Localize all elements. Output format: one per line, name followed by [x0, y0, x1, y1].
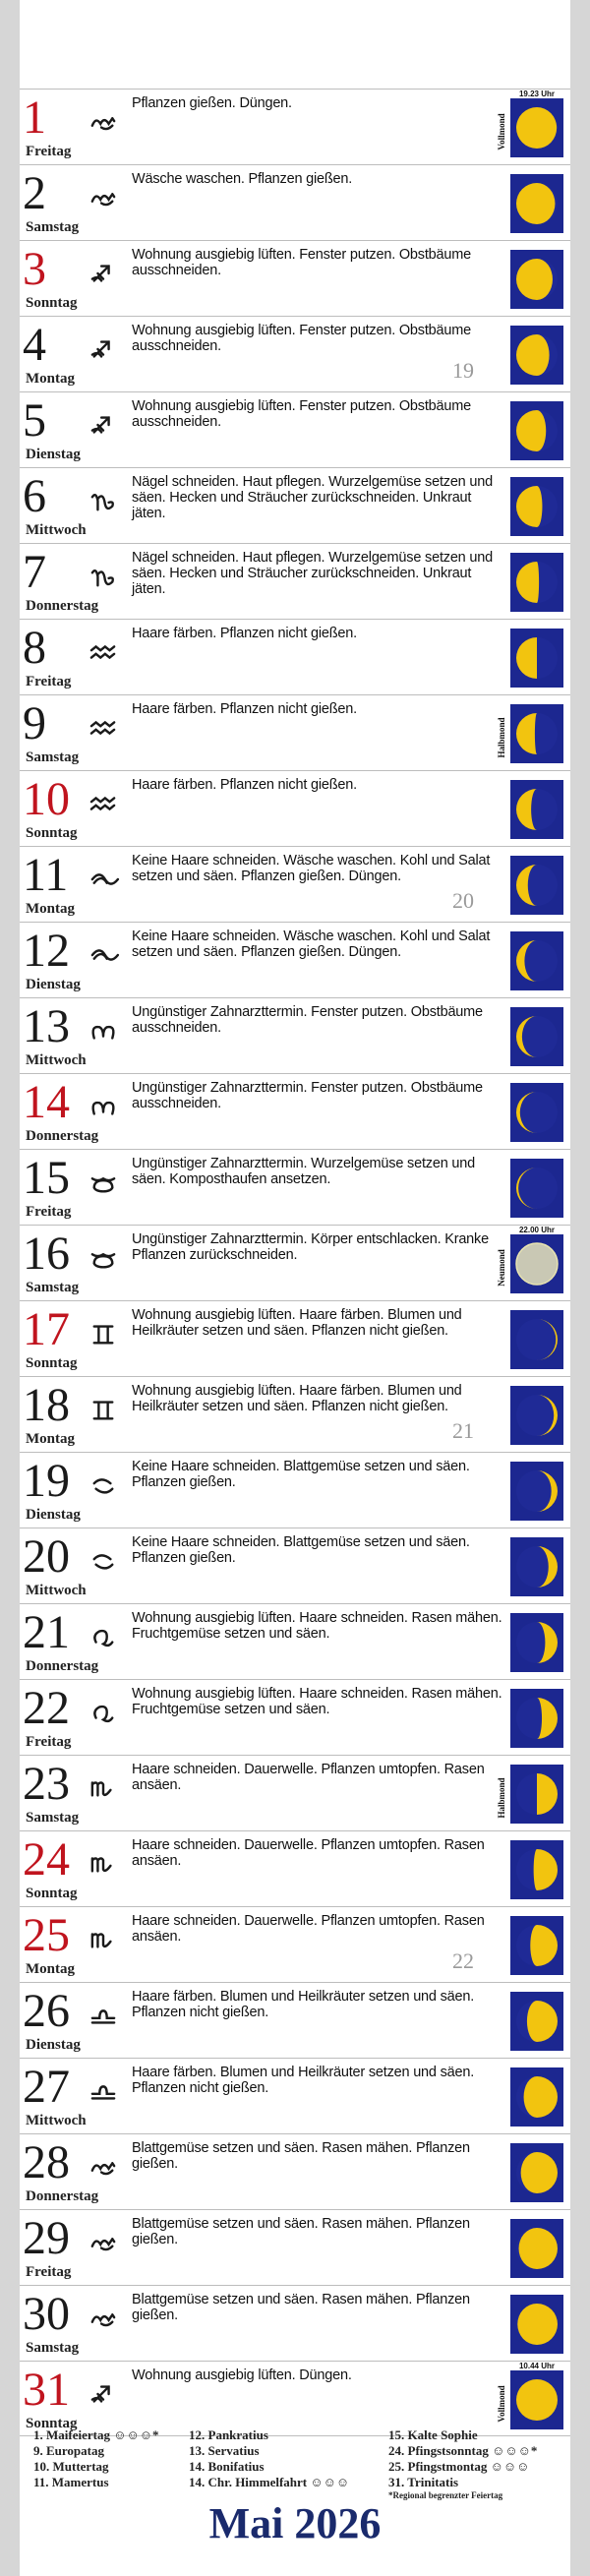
weekday-label: Freitag	[26, 1204, 72, 1220]
day-row	[20, 89, 570, 164]
moon-phase-icon	[510, 1992, 563, 2051]
moon-phase-icon	[510, 1083, 563, 1142]
day-number: 17	[23, 1303, 70, 1355]
day-row	[20, 997, 570, 1073]
holiday-column-3	[388, 2427, 537, 2490]
day-number: 9	[23, 697, 46, 749]
moon-box	[508, 1533, 564, 1598]
holiday-entry: 13. Servatius	[189, 2443, 260, 2458]
moon-phase-icon	[510, 2370, 563, 2429]
day-tips: Wäsche waschen. Pflanzen gießen.	[132, 171, 353, 187]
day-row	[20, 1528, 570, 1603]
moon-box	[497, 90, 564, 159]
day-number: 3	[23, 243, 46, 295]
holiday-footnote: *Regional begrenzter Feiertag	[388, 2490, 503, 2500]
moon-phase-icon	[510, 2143, 563, 2202]
sagittarius-icon	[87, 412, 120, 438]
moon-phase-icon	[510, 2219, 563, 2278]
day-row	[20, 1225, 570, 1300]
moon-box	[508, 625, 564, 689]
calendar-week-number: 20	[452, 888, 474, 913]
moon-box	[508, 2291, 564, 2356]
day-tips: Wohnung ausgiebig lüften. Haare färben. Blumen und Heilkräuter setzen und säen. Pflanzen nicht gießen.	[132, 1383, 462, 1414]
day-row	[20, 1906, 570, 1982]
aquarius-icon	[87, 639, 120, 665]
moon-phase-icon	[510, 1386, 563, 1445]
day-tips: Wohnung ausgiebig lüften. Haare färben. Blumen und Heilkräuter setzen und säen. Pflanzen nicht gießen.	[132, 1307, 462, 1339]
taurus-icon	[87, 1169, 120, 1195]
day-number: 11	[23, 849, 69, 901]
moon-phase-icon	[510, 1765, 563, 1824]
day-row	[20, 2209, 570, 2285]
weekday-label: Sonntag	[26, 2416, 78, 2431]
moon-box	[508, 322, 564, 387]
scorpio-icon	[87, 2230, 120, 2255]
right-border	[570, 0, 590, 2576]
taurus-icon	[87, 1245, 120, 1271]
day-number: 21	[23, 1606, 70, 1658]
moon-phase-icon	[510, 1613, 563, 1672]
moon-phase-icon	[510, 2295, 563, 2354]
day-tips: Ungünstiger Zahnarzttermin. Wurzelgemüse setzen und säen. Komposthaufen ansetzen.	[132, 1156, 475, 1187]
moon-box	[497, 2362, 564, 2431]
left-border	[0, 0, 20, 2576]
day-number: 8	[23, 622, 46, 674]
moon-box	[508, 1988, 564, 2053]
day-number: 31	[23, 2364, 70, 2416]
virgo-icon	[87, 1775, 120, 1801]
moon-phase-icon	[510, 1159, 563, 1218]
moon-box	[508, 2139, 564, 2204]
day-number: 6	[23, 470, 46, 522]
weekday-label: Montag	[26, 371, 75, 387]
day-row	[20, 2285, 570, 2361]
scorpio-icon	[87, 185, 120, 210]
day-tips: Wohnung ausgiebig lüften. Haare schneiden. Rasen mähen. Fruchtgemüse setzen und säen.	[132, 1610, 502, 1642]
holiday-entry: 14. Bonifatius	[189, 2459, 265, 2474]
day-number: 27	[23, 2061, 70, 2113]
weekday-label: Samstag	[26, 1810, 80, 1826]
scorpio-icon	[87, 2306, 120, 2331]
holiday-entry: 11. Mamertus	[33, 2475, 109, 2489]
moon-phase-icon	[510, 1234, 563, 1293]
holiday-entry: 15. Kalte Sophie	[388, 2427, 478, 2442]
weekday-label: Samstag	[26, 749, 80, 765]
moon-phase-icon	[510, 1689, 563, 1748]
moon-phase-label: Neumond	[497, 1249, 506, 1287]
weekday-label: Freitag	[26, 1734, 72, 1750]
weekday-label: Samstag	[26, 219, 80, 235]
moon-box	[508, 1458, 564, 1523]
moon-phase-icon	[510, 401, 563, 460]
day-tips: Wohnung ausgiebig lüften. Düngen.	[132, 2367, 352, 2383]
moon-box	[508, 170, 564, 235]
holiday-entry: 24. Pfingstsonntag ☺☺☺*	[388, 2443, 538, 2458]
day-tips: Haare färben. Blumen und Heilkräuter setzen und säen. Pflanzen nicht gießen.	[132, 2065, 475, 2096]
day-tips: Wohnung ausgiebig lüften. Fenster putzen. Obstbäume ausschneiden.	[132, 398, 472, 430]
moon-phase-icon	[510, 856, 563, 915]
day-number: 29	[23, 2212, 70, 2264]
day-tips: Blattgemüse setzen und säen. Rasen mähen. Pflanzen gießen.	[132, 2140, 470, 2172]
day-row	[20, 543, 570, 619]
day-number: 10	[23, 773, 70, 825]
day-tips: Wohnung ausgiebig lüften. Fenster putzen. Obstbäume ausschneiden.	[132, 247, 472, 278]
day-tips: Haare färben. Blumen und Heilkräuter setzen und säen. Pflanzen nicht gießen.	[132, 1989, 475, 2020]
calendar-week-number: 22	[452, 1948, 474, 1973]
day-tips: Nägel schneiden. Haut pflegen. Wurzelgemüse setzen und säen. Hecken und Sträucher zurückschneiden. Unkraut jäten.	[132, 550, 493, 597]
moon-box	[508, 549, 564, 614]
day-number: 22	[23, 1682, 70, 1734]
moon-phase-label: Vollmond	[497, 113, 506, 150]
day-row	[20, 1452, 570, 1528]
moon-box	[508, 1912, 564, 1977]
moon-box	[508, 1382, 564, 1447]
day-tips: Keine Haare schneiden. Wäsche waschen. Kohl und Salat setzen und säen. Pflanzen gießen. Düngen.	[132, 929, 491, 960]
weekday-label: Mittwoch	[26, 2113, 87, 2128]
weekday-label: Mittwoch	[26, 522, 87, 538]
libra-icon	[87, 2003, 120, 2028]
cancer-icon	[87, 1548, 120, 1574]
moon-phase-icon	[510, 174, 563, 233]
moon-phase-time: 22.00 Uhr	[518, 1226, 556, 1234]
day-tips: Pflanzen gießen. Düngen.	[132, 95, 292, 111]
scorpio-icon	[87, 2154, 120, 2180]
holiday-entry: 9. Europatag	[33, 2443, 104, 2458]
weekday-label: Montag	[26, 1961, 75, 1977]
moon-phase-time: 19.23 Uhr	[518, 90, 556, 98]
moon-box	[508, 852, 564, 917]
moon-box	[508, 473, 564, 538]
weekday-label: Donnerstag	[26, 1128, 99, 1144]
moon-phase-icon	[510, 1007, 563, 1066]
holiday-list	[20, 2427, 570, 2500]
day-number: 14	[23, 1076, 70, 1128]
moon-box	[497, 1226, 564, 1295]
holiday-entry: 12. Pankratius	[189, 2427, 268, 2442]
moon-phase-icon	[510, 477, 563, 536]
moon-box	[508, 397, 564, 462]
moon-phase-icon	[510, 250, 563, 309]
day-row	[20, 1603, 570, 1679]
holiday-column-2	[189, 2427, 349, 2490]
weekday-label: Donnerstag	[26, 1658, 99, 1674]
day-row	[20, 164, 570, 240]
day-row	[20, 467, 570, 543]
holiday-entry: 10. Muttertag	[33, 2459, 109, 2474]
sagittarius-icon	[87, 2381, 120, 2407]
day-number: 16	[23, 1228, 70, 1280]
weekday-label: Dienstag	[26, 1507, 81, 1523]
capricorn-icon	[87, 564, 120, 589]
pisces-icon	[87, 942, 120, 968]
weekday-label: Dienstag	[26, 2037, 81, 2053]
sagittarius-icon	[87, 261, 120, 286]
moon-phase-time: 10.44 Uhr	[518, 2362, 556, 2370]
day-row	[20, 1376, 570, 1452]
day-tips: Wohnung ausgiebig lüften. Fenster putzen. Obstbäume ausschneiden.	[132, 323, 472, 354]
weekday-label: Sonntag	[26, 295, 78, 311]
weekday-label: Sonntag	[26, 825, 78, 841]
weekday-label: Montag	[26, 1431, 75, 1447]
gemini-icon	[87, 1321, 120, 1347]
moon-box	[497, 1761, 564, 1826]
day-number: 30	[23, 2288, 70, 2340]
day-tips: Haare färben. Pflanzen nicht gießen.	[132, 701, 357, 717]
weekday-label: Donnerstag	[26, 598, 99, 614]
day-number: 23	[23, 1758, 70, 1810]
moon-box	[508, 2215, 564, 2280]
weekday-label: Samstag	[26, 2340, 80, 2356]
moon-box	[508, 2064, 564, 2128]
sagittarius-icon	[87, 336, 120, 362]
day-tips: Nägel schneiden. Haut pflegen. Wurzelgemüse setzen und säen. Hecken und Sträucher zurückschneiden. Unkraut jäten.	[132, 474, 493, 521]
moon-phase-icon	[510, 931, 563, 990]
day-row	[20, 846, 570, 922]
day-number: 12	[23, 925, 70, 977]
weekday-label: Samstag	[26, 1280, 80, 1295]
day-row	[20, 1149, 570, 1225]
day-row	[20, 1073, 570, 1149]
weekday-label: Sonntag	[26, 1886, 78, 1901]
day-number: 1	[23, 91, 46, 144]
moon-phase-icon	[510, 1916, 563, 1975]
weekday-label: Montag	[26, 901, 75, 917]
cancer-icon	[87, 1472, 120, 1498]
day-tips: Haare färben. Pflanzen nicht gießen.	[132, 777, 357, 793]
capricorn-icon	[87, 488, 120, 513]
day-tips: Haare schneiden. Dauerwelle. Pflanzen umtopfen. Rasen ansäen.	[132, 1913, 485, 1945]
moon-phase-icon	[510, 629, 563, 688]
aquarius-icon	[87, 791, 120, 816]
day-row	[20, 2133, 570, 2209]
leo-icon	[87, 1700, 120, 1725]
day-tips: Haare färben. Pflanzen nicht gießen.	[132, 626, 357, 641]
day-number: 7	[23, 546, 46, 598]
moon-phase-icon	[510, 1537, 563, 1596]
weekday-label: Dienstag	[26, 977, 81, 992]
day-tips: Haare schneiden. Dauerwelle. Pflanzen umtopfen. Rasen ansäen.	[132, 1762, 485, 1793]
libra-icon	[87, 2078, 120, 2104]
moon-box	[508, 246, 564, 311]
holiday-entry: 1. Maifeiertag ☺☺☺*	[33, 2427, 159, 2442]
moon-box	[508, 1079, 564, 1144]
day-row	[20, 1300, 570, 1376]
month-title: Mai 2026	[208, 2499, 382, 2547]
day-tips: Ungünstiger Zahnarzttermin. Fenster putzen. Obstbäume ausschneiden.	[132, 1004, 483, 1036]
day-tips: Ungünstiger Zahnarzttermin. Fenster putzen. Obstbäume ausschneiden.	[132, 1080, 483, 1111]
day-tips: Blattgemüse setzen und säen. Rasen mähen. Pflanzen gießen.	[132, 2292, 470, 2323]
weekday-label: Donnerstag	[26, 2188, 99, 2204]
day-number: 5	[23, 394, 46, 447]
gemini-icon	[87, 1397, 120, 1422]
day-row	[20, 240, 570, 316]
moon-box	[508, 1003, 564, 1068]
day-number: 28	[23, 2136, 70, 2188]
holiday-entry: 25. Pfingstmontag ☺☺☺	[388, 2459, 530, 2474]
aries-icon	[87, 1018, 120, 1044]
day-row	[20, 770, 570, 846]
day-row	[20, 1755, 570, 1830]
day-row	[20, 922, 570, 997]
holiday-column-1	[33, 2427, 159, 2490]
moon-box	[497, 700, 564, 765]
day-row	[20, 2361, 570, 2436]
day-number: 20	[23, 1530, 70, 1583]
calendar-week-number: 21	[452, 1418, 474, 1443]
day-number: 19	[23, 1455, 70, 1507]
day-number: 4	[23, 319, 46, 371]
holiday-entry: 31. Trinitatis	[388, 2475, 459, 2489]
holiday-entry: 14. Chr. Himmelfahrt ☺☺☺	[189, 2475, 350, 2489]
day-number: 26	[23, 1985, 70, 2037]
day-row	[20, 1982, 570, 2058]
day-tips: Wohnung ausgiebig lüften. Haare schneiden. Rasen mähen. Fruchtgemüse setzen und säen.	[132, 1686, 502, 1717]
moon-box	[508, 1155, 564, 1220]
day-row	[20, 694, 570, 770]
day-row	[20, 316, 570, 391]
pisces-icon	[87, 867, 120, 892]
moon-phase-icon	[510, 1310, 563, 1369]
weekday-label: Sonntag	[26, 1355, 78, 1371]
leo-icon	[87, 1624, 120, 1649]
moon-box	[508, 776, 564, 841]
moon-phase-icon	[510, 1462, 563, 1521]
day-tips: Haare schneiden. Dauerwelle. Pflanzen umtopfen. Rasen ansäen.	[132, 1837, 485, 1869]
moon-phase-label: Halbmond	[497, 717, 506, 758]
moon-phase-icon	[510, 553, 563, 612]
day-rows	[20, 89, 570, 2436]
moon-phase-icon	[510, 2067, 563, 2127]
day-tips: Blattgemüse setzen und säen. Rasen mähen. Pflanzen gießen.	[132, 2216, 470, 2247]
moon-phase-icon	[510, 780, 563, 839]
day-number: 24	[23, 1833, 70, 1886]
day-tips: Keine Haare schneiden. Blattgemüse setzen und säen. Pflanzen gießen.	[132, 1459, 470, 1490]
calendar-week-number: 19	[452, 358, 474, 383]
moon-phase-icon	[510, 326, 563, 385]
weekday-label: Mittwoch	[26, 1583, 87, 1598]
scorpio-icon	[87, 109, 120, 135]
moon-phase-icon	[510, 98, 563, 157]
day-row	[20, 619, 570, 694]
day-number: 18	[23, 1379, 70, 1431]
day-row	[20, 391, 570, 467]
moon-box	[508, 928, 564, 992]
day-row	[20, 2058, 570, 2133]
weekday-label: Freitag	[26, 2264, 72, 2280]
moon-phase-label: Halbmond	[497, 1777, 506, 1819]
day-row	[20, 1679, 570, 1755]
moon-box	[508, 1836, 564, 1901]
virgo-icon	[87, 1927, 120, 1952]
day-number: 2	[23, 167, 46, 219]
moon-phase-icon	[510, 704, 563, 763]
weekday-label: Mittwoch	[26, 1052, 87, 1068]
day-tips: Keine Haare schneiden. Blattgemüse setzen und säen. Pflanzen gießen.	[132, 1534, 470, 1566]
moon-box	[508, 1685, 564, 1750]
day-tips: Keine Haare schneiden. Wäsche waschen. Kohl und Salat setzen und säen. Pflanzen gießen. Düngen.	[132, 853, 491, 884]
weekday-label: Freitag	[26, 144, 72, 159]
virgo-icon	[87, 1851, 120, 1877]
day-number: 13	[23, 1000, 70, 1052]
day-tips: Ungünstiger Zahnarzttermin. Körper entschlacken. Kranke Pflanzen zurückschneiden.	[132, 1231, 489, 1263]
moon-box	[508, 1609, 564, 1674]
day-number: 15	[23, 1152, 70, 1204]
moon-phase-label: Vollmond	[497, 2385, 506, 2423]
moon-box	[508, 1306, 564, 1371]
day-row	[20, 1830, 570, 1906]
weekday-label: Freitag	[26, 674, 72, 689]
weekday-label: Dienstag	[26, 447, 81, 462]
moon-phase-icon	[510, 1840, 563, 1899]
aries-icon	[87, 1094, 120, 1119]
aquarius-icon	[87, 715, 120, 741]
day-number: 25	[23, 1909, 70, 1961]
